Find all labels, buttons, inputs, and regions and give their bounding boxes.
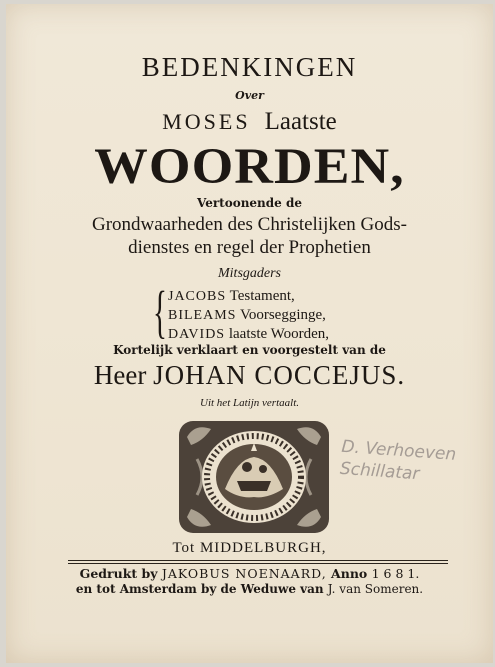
divider-rule — [68, 560, 448, 561]
title-page — [6, 4, 493, 663]
handwritten-owner-mark: D. Verhoeven Schillatar — [339, 436, 457, 485]
title-line-woorden: WOORDEN, — [94, 139, 405, 195]
subtitle-dienstes: dienstes en regel der Prophetien — [128, 237, 371, 258]
laatste-word: Laatste — [264, 108, 337, 135]
title-line-over: Over — [235, 89, 264, 102]
divider-rule-thin — [68, 563, 448, 564]
moses-word: MOSES — [162, 109, 251, 134]
title-line-bedenkingen: BEDENKINGEN — [141, 52, 358, 82]
curly-brace-icon: { — [152, 279, 167, 344]
list-item: BILEAMS Voorsegginge, — [168, 307, 326, 323]
list-item: DAVIDS laatste Woorden, — [168, 326, 329, 342]
mitsgaders-label: Mitsgaders — [218, 266, 281, 281]
imprint-line-1: Gedrukt by JAKOBUS NOENAARD, Anno 1 6 8 1. — [79, 566, 420, 581]
author-intro: Kortelijk verklaart en voorgestelt van de — [113, 343, 386, 357]
subtitle-grondwaarheden: Grondwaarheden des Christelijken Gods- — [91, 214, 407, 235]
translation-note: Uit het Latijn vertaalt. — [200, 397, 299, 409]
place-of-printing: Tot MIDDELBURGH, — [172, 540, 327, 556]
author-line: Heer JOHAN COCCEJUS. — [93, 360, 406, 390]
list-item: JACOBS Testament, — [168, 288, 295, 304]
title-line-moses — [6, 108, 493, 136]
subtitle-vertoonende: Vertoonende de — [196, 196, 303, 210]
brace-list — [146, 279, 406, 344]
printers-device-icon — [177, 419, 331, 535]
imprint-line-2: en tot Amsterdam by de Weduwe van J. van Someren. — [75, 582, 424, 596]
